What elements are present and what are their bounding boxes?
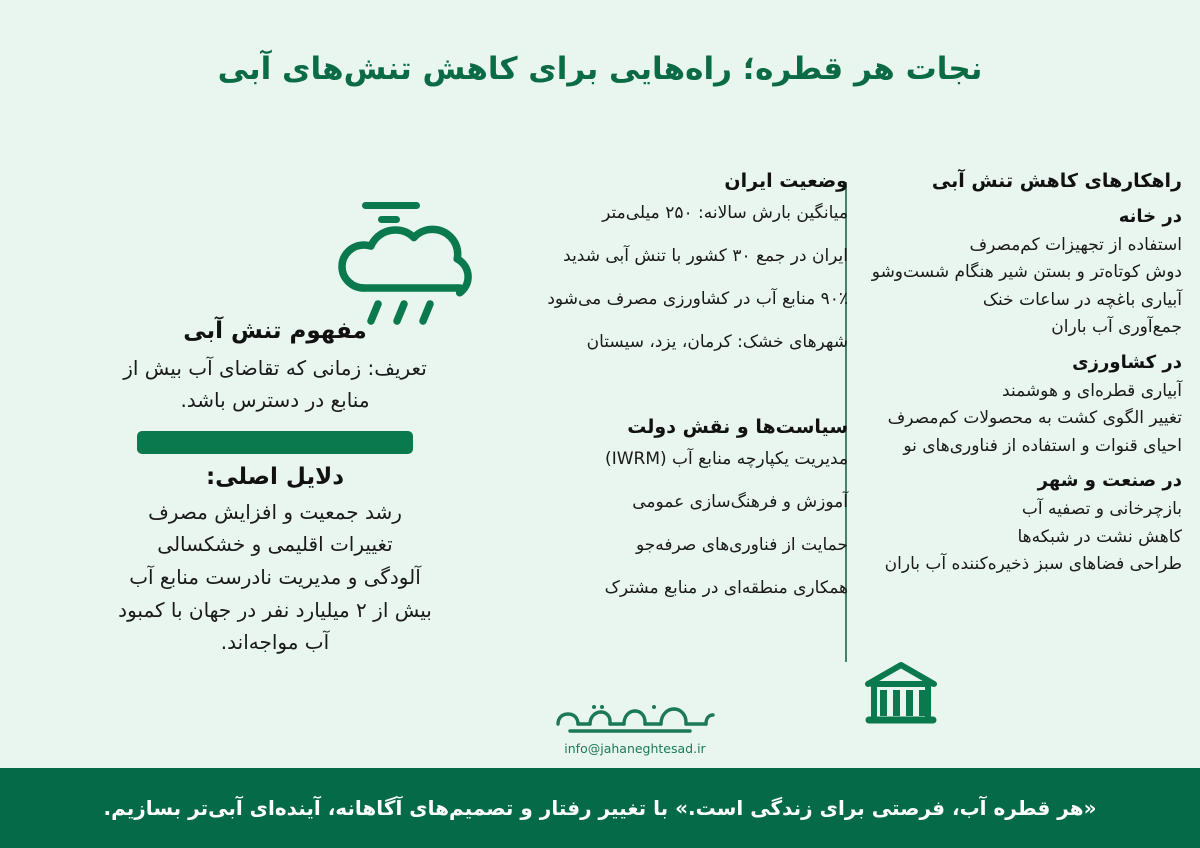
- stat-line: شهرهای خشک: کرمان، یزد، سیستان: [586, 332, 848, 353]
- list-item: طراحی فضاهای سبز ذخیره‌کننده آب باران: [884, 554, 1182, 575]
- policy-item: همکاری منطقه‌ای در منابع مشترک: [604, 578, 848, 599]
- policy-item: آموزش و فرهنگ‌سازی عمومی: [632, 492, 848, 513]
- stat-line: ایران در جمع ۳۰ کشور با تنش آبی شدید: [563, 245, 848, 266]
- solutions-group-industry-city: [852, 467, 1182, 579]
- policy-item: مدیریت یکپارچه منابع آب (IWRM): [605, 448, 848, 469]
- solutions-group-agriculture: [852, 349, 1182, 461]
- contact-email[interactable]: info@jahaneghtesad.ir: [564, 741, 706, 756]
- list-item: آبیاری قطره‌ای و هوشمند: [1002, 380, 1182, 401]
- solutions-column: [852, 168, 1182, 579]
- institution-icon: [862, 660, 940, 734]
- group-label-agriculture: در کشاورزی: [1072, 351, 1182, 373]
- page-title: نجات هر قطره؛ راه‌هایی برای کاهش تنش‌های آبی: [217, 51, 983, 87]
- publisher-logo: [540, 698, 730, 756]
- jahan-eghtesad-wordmark-icon: [550, 698, 720, 738]
- solutions-group-home: [852, 203, 1182, 342]
- stat-line: میانگین بارش سالانه: ۲۵۰ میلی‌متر: [602, 202, 848, 223]
- group-label-industry-city: در صنعت و شهر: [1037, 470, 1182, 492]
- list-item: احیای قنوات و استفاده از فناوری‌های نو: [903, 435, 1182, 456]
- green-divider-bar: [137, 431, 413, 454]
- list-item: استفاده از تجهیزات کم‌مصرف: [969, 234, 1182, 255]
- list-item: آبیاری باغچه در ساعات خنک: [982, 289, 1182, 310]
- reason-item: آلودگی و مدیریت نادرست منابع آب: [129, 564, 421, 589]
- list-item: دوش کوتاه‌تر و بستن شیر هنگام شست‌وشو: [871, 262, 1182, 283]
- group-label-home: در خانه: [1118, 205, 1182, 227]
- policy-item: حمایت از فناوری‌های صرفه‌جو: [635, 535, 848, 556]
- reason-item: تغییرات اقلیمی و خشکسالی: [157, 532, 393, 557]
- iran-status-heading: وضعیت ایران: [724, 170, 848, 192]
- reasons-heading: دلایل اصلی:: [205, 463, 345, 490]
- footer-slogan: «هر قطره آب، فرصتی برای زندگی است.» با تغییر رفتار و تصمیم‌های آگاهانه، آینده‌ای آبی‌تر بسازیم.: [103, 796, 1097, 820]
- list-item: کاهش نشت در شبکه‌ها: [1017, 526, 1182, 547]
- iran-status-column: [536, 168, 848, 619]
- list-item: جمع‌آوری آب باران: [1051, 317, 1182, 338]
- concept-column: [110, 318, 440, 659]
- list-item: بازچرخانی و تصفیه آب: [1021, 499, 1182, 520]
- footer-banner: [0, 768, 1200, 848]
- list-item: تغییر الگوی کشت به محصولات کم‌مصرف: [887, 408, 1182, 429]
- policy-heading: سیاست‌ها و نقش دولت: [627, 416, 848, 439]
- solutions-heading: راهکارهای کاهش تنش آبی: [931, 170, 1182, 192]
- concept-definition: تعریف: زمانی که تقاضای آب بیش از منابع در دسترس باشد.: [123, 356, 427, 413]
- reason-item: بیش از ۲ میلیارد نفر در جهان با کمبود آب مواجه‌اند.: [118, 597, 432, 655]
- concept-heading: مفهوم تنش آبی: [183, 318, 367, 344]
- stat-line: ۹۰٪ منابع آب در کشاورزی مصرف می‌شود: [547, 288, 848, 309]
- reason-item: رشد جمعیت و افزایش مصرف: [148, 499, 402, 524]
